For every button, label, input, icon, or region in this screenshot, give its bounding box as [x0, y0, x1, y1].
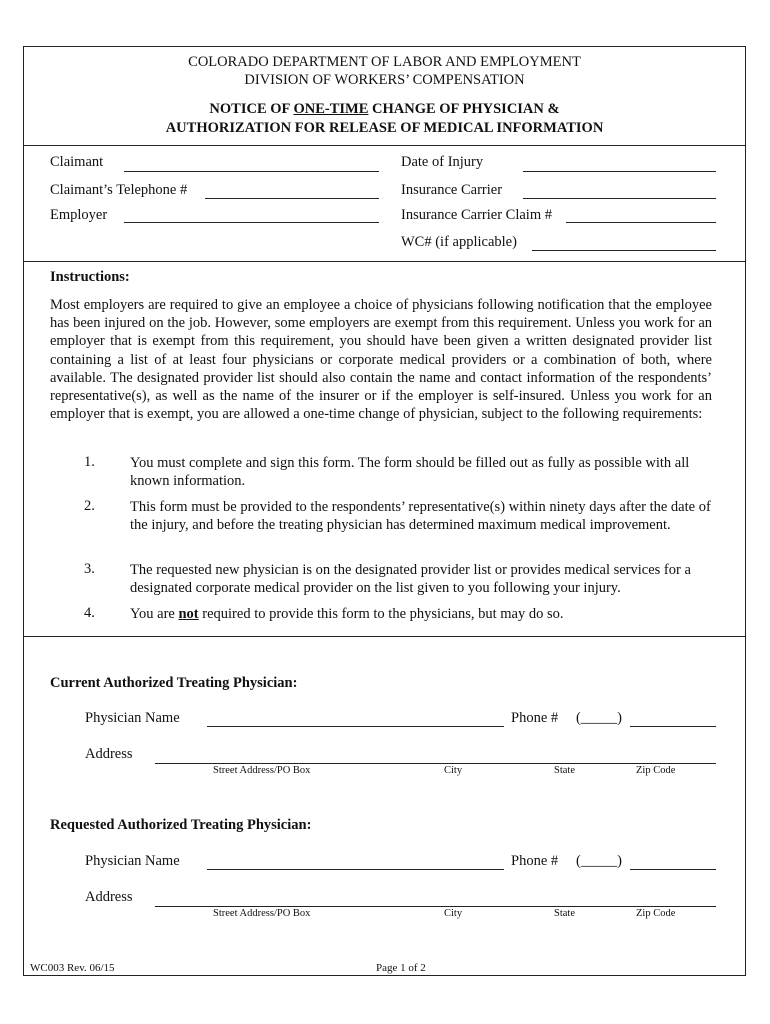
- item-3-text: The requested new physician is on the designated provider list or provides medical services for a designated corporate medical provider on the list given to you following your injury.: [130, 562, 691, 597]
- item-4-post: required to provide this form to the physicians, but may do so.: [198, 606, 564, 622]
- item-4-text: [130, 605, 720, 623]
- division-name: DIVISION OF WORKERS’ COMPENSATION: [244, 72, 525, 88]
- employer-field[interactable]: [124, 222, 379, 223]
- requested-address-label: Address: [85, 889, 133, 905]
- item-1-number: 1.: [84, 454, 95, 470]
- divider-fields: [23, 261, 746, 262]
- current-zip-caption: Zip Code: [636, 765, 676, 776]
- wc-number-label: WC# (if applicable): [401, 234, 517, 250]
- insurance-claim-label: Insurance Carrier Claim #: [401, 207, 552, 223]
- requested-city-caption: City: [444, 908, 463, 919]
- requested-zip-caption: Zip Code: [636, 908, 676, 919]
- agency-name: COLORADO DEPARTMENT OF LABOR AND EMPLOYMENT: [188, 54, 581, 70]
- current-physician-name-label: Physician Name: [85, 710, 180, 726]
- requested-physician-name-field[interactable]: [207, 869, 504, 870]
- item-3-number: 3.: [84, 561, 95, 577]
- instructions-heading: Instructions:: [50, 269, 130, 285]
- current-address-label: Address: [85, 746, 133, 762]
- item-2-number: 2.: [84, 498, 95, 514]
- form-title-line2: AUTHORIZATION FOR RELEASE OF MEDICAL INFORMATION: [165, 120, 604, 136]
- claimant-label: Claimant: [50, 154, 104, 170]
- divider-header: [23, 145, 746, 146]
- title-underlined: ONE-TIME: [293, 101, 369, 117]
- current-city-caption: City: [444, 765, 463, 776]
- current-phone-field[interactable]: [630, 726, 716, 727]
- current-phone-area: (_____): [576, 710, 622, 726]
- wc-number-field[interactable]: [532, 250, 716, 251]
- insurance-carrier-field[interactable]: [523, 198, 716, 199]
- page-number: Page 1 of 2: [376, 962, 426, 974]
- requested-state-caption: State: [554, 908, 575, 919]
- requested-address-field[interactable]: [155, 906, 716, 907]
- claimant-telephone-label: Claimant’s Telephone #: [50, 182, 188, 198]
- title-post: CHANGE OF PHYSICIAN &: [368, 101, 560, 117]
- current-street-caption: Street Address/PO Box: [213, 765, 311, 776]
- item-4-number: 4.: [84, 605, 95, 621]
- current-state-caption: State: [554, 765, 575, 776]
- item-2-text: This form must be provided to the respondents’ representative(s) within ninety days after the date of the injury, and before the treating physician has determined maximum medical improvement.: [130, 499, 711, 534]
- date-of-injury-label: Date of Injury: [401, 154, 484, 170]
- insurance-carrier-label: Insurance Carrier: [401, 182, 503, 198]
- employer-label: Employer: [50, 207, 108, 223]
- insurance-claim-field[interactable]: [566, 222, 716, 223]
- requested-street-caption: Street Address/PO Box: [213, 908, 311, 919]
- current-phone-label: Phone #: [511, 710, 559, 726]
- current-physician-name-field[interactable]: [207, 726, 504, 727]
- claimant-telephone-field[interactable]: [205, 198, 379, 199]
- requested-phone-label: Phone #: [511, 853, 559, 869]
- requested-phone-field[interactable]: [630, 869, 716, 870]
- current-physician-heading: Current Authorized Treating Physician:: [50, 675, 298, 691]
- divider-instructions: [23, 636, 746, 637]
- form-id: WC003 Rev. 06/15: [30, 962, 115, 974]
- instructions-paragraph: Most employers are required to give an employee a choice of physicians following notification that the employee has been injured on the job. However, some employers are exempt from this requirement. Unless you work for an employer that is exempt from this requirement, you should have been given a written designated provider list containing a list of at least four physicians or corporate medical providers or a combination of both, where available. The designated provider list should also contain the name and contact information of the respondents’ representative(s), as well as the name of the insurer or if the employer is self-insured. Unless you work for an employer that is exempt, you are allowed a one-time change of physician, subject to the following requirements:: [50, 297, 712, 423]
- claimant-field[interactable]: [124, 171, 379, 172]
- item-1-text: You must complete and sign this form. The form should be filled out as fully as possible with all known information.: [130, 455, 690, 490]
- current-address-field[interactable]: [155, 763, 716, 764]
- title-pre: NOTICE OF: [209, 101, 294, 117]
- requested-physician-name-label: Physician Name: [85, 853, 180, 869]
- requested-physician-heading: Requested Authorized Treating Physician:: [50, 817, 312, 833]
- form-title-line1: [23, 101, 746, 118]
- item-4-bold: not: [178, 606, 199, 622]
- date-of-injury-field[interactable]: [523, 171, 716, 172]
- requested-phone-area: (_____): [576, 853, 622, 869]
- item-4-pre: You are: [130, 606, 179, 622]
